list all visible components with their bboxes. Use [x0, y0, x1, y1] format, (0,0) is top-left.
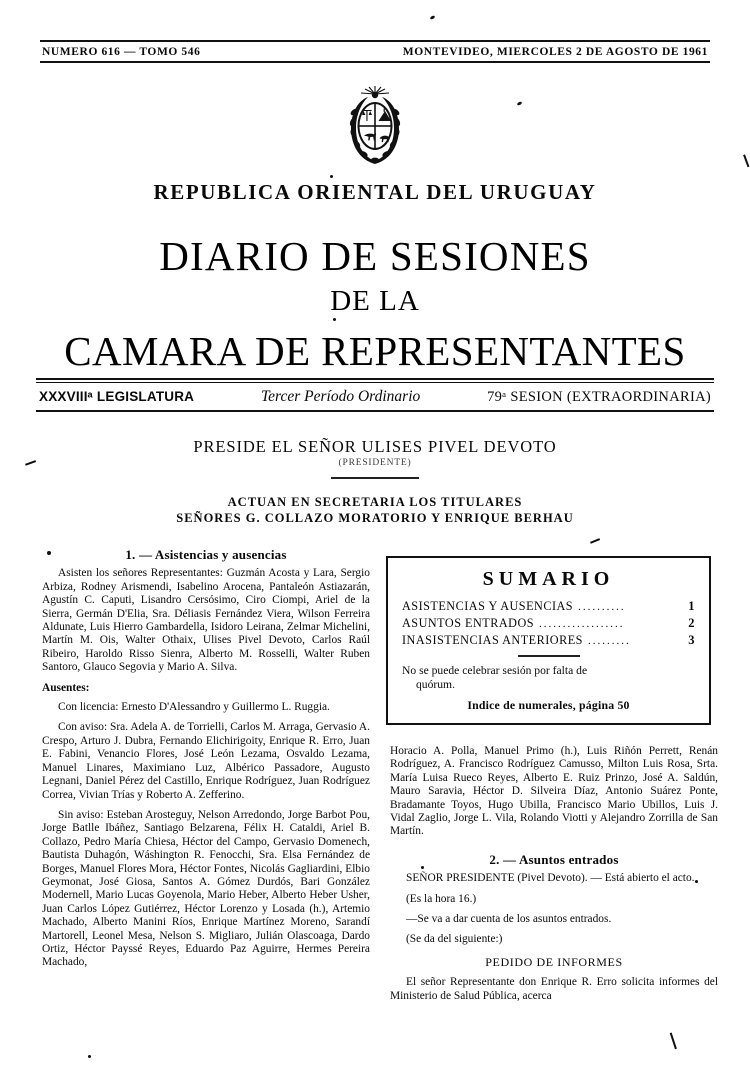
scan-speck	[330, 175, 333, 178]
summary-row-page: 1	[688, 599, 695, 613]
reading-note-paragraph: (Se da del siguiente:)	[406, 933, 503, 946]
president-opening-paragraph: SEÑOR PRESIDENTE (Pivel Devoto). — Está abierto el acto.	[406, 872, 695, 885]
summary-row-leader: .........	[587, 636, 631, 647]
time-note-paragraph: (Es la hora 16.)	[406, 892, 477, 905]
summary-row-label: ASUNTOS ENTRADOS	[402, 616, 535, 630]
masthead	[40, 40, 710, 63]
summary-note-line1: No se puede celebrar sesión por falta de	[402, 664, 588, 677]
summary-row-label: ASISTENCIAS Y AUSENCIAS	[402, 599, 574, 613]
scan-mark	[670, 1032, 677, 1049]
scan-speck	[695, 880, 698, 883]
masthead-rule-bottom	[40, 61, 710, 63]
summary-row	[402, 633, 695, 648]
summary-row	[402, 599, 695, 614]
summary-row-label: INASISTENCIAS ANTERIORES	[402, 633, 583, 647]
unexcused-continuation: Horacio A. Polla, Manuel Primo (h.), Luis Riñón Perrett, Renán Rodríguez, A. Francisco Rodríguez Camusso, Milton Luis Rosa, Srta. María Luisa Rueco Reyes, Alberto E. Ruiz Prinzo, José A. Saldún, Mauro Saravia, Héctor D. Silveira Díaz, Antonio Suárez Ponte, Bradamante Toyos, Hugo Ubilla, Francisco Mario Ubillos, Luis J. Vidal Zaglio, Jorge L. Vila, Rolando Viotti y Alejandro Zorrilla de San Martín.	[390, 745, 718, 838]
masthead-row	[40, 42, 710, 61]
preside-divider	[331, 477, 419, 479]
band-rule-bottom	[36, 410, 714, 412]
section-1-heading: 1. — Asistencias y ausencias	[125, 547, 287, 562]
scan-speck	[88, 1055, 91, 1058]
summary-row-leader: ..................	[539, 619, 625, 630]
scan-mark	[590, 538, 600, 543]
unexcused-paragraph: Sin aviso: Esteban Arosteguy, Nelson Arredondo, Jorge Barbot Pou, Jorge Batlle Ibáñez, Santiago Belzarena, Félix H. Cataldi, Ariel B. Collazo, Pedro María Chiesa, Héctor del Campo, Gervasio Domenech, Bautista Duhagón, Wáshington R. Fenocchi, Sra. Elsa Fernández de Borges, Manuel Flores Mora, Héctor Fontes, Nicolás Gagliardini, Elbio Geymonat, José Giosa, Santos A. Gómez Durdós, Bari González Modernell, Mario Lucas Goyenola, Mario Heber, Alberto Heber Usher, Juan Carlos López Gutiérrez, Héctor Lorenzo y Losada (h.), Artemio Machado, Alberto Manini Ríos, Enrique Martínez Moreno, Sarandí Martorell, Leonel Mesa, Nelson S. Migliaro, Julián Olascoaga, Dardo Ortiz, Héctor Payssé Reyes, Eduardo Paz Aguirre, Hermes Pereira Machado,	[42, 808, 370, 969]
issue-number: NUMERO 616 — TOMO 546	[42, 46, 201, 58]
secretaries-heading: ACTUAN EN SECRETARIA LOS TITULARES	[227, 495, 523, 509]
left-column	[42, 548, 370, 977]
right-column	[390, 745, 718, 1010]
period-label: Tercer Período Ordinario	[260, 388, 421, 405]
agenda-announcement-paragraph: —Se va a dar cuenta de los asuntos entrados.	[406, 913, 612, 926]
scan-speck	[421, 866, 424, 869]
summary-footer: Indice de numerales, página 50	[467, 698, 630, 712]
on-leave-paragraph: Con licencia: Ernesto D'Alessandro y Guillermo L. Ruggia.	[58, 701, 330, 714]
summary-row	[402, 616, 695, 631]
secretaries-names: SEÑORES G. COLLAZO MORATORIO Y ENRIQUE BERHAU	[176, 511, 574, 525]
summary-row-leader: ..........	[578, 602, 626, 613]
attendees-paragraph: Asisten los señores Representantes: Guzmán Acosta y Lara, Sergio Arbiza, Rodney Arismendi, Isabelino Arocena, Pantaleón Astiazarán, Agustín C. Caputi, Lisandro Cersósimo, Ciro Ciompi, Ariel de la Sierra, Germán D'Elia, Sra. Déliasis Fernández Viera, Wilson Ferreira Aldunate, Luis Hierro Gambardella, Isidoro Leirana, Zelmar Michelini, Martín M. Ois, Walter Othaix, Ulises Pivel Devoto, Carlos Raúl Ribeiro, Haroldo Risso Sienra, Alberto M. Rosselli, Walter Ruben Santoro, Glauco Segovia y Mario A. Silva.	[42, 567, 370, 674]
publication-title-line1: DIARIO DE SESIONES	[159, 233, 591, 279]
band-row	[36, 383, 714, 410]
scan-speck	[333, 318, 336, 321]
summary-box	[386, 556, 711, 725]
summary-row-page: 3	[688, 633, 695, 647]
country-title: REPUBLICA ORIENTAL DEL URUGUAY	[153, 180, 597, 204]
summary-title: SUMARIO	[482, 568, 615, 590]
legislature-band	[36, 378, 714, 412]
uruguay-coat-of-arms-icon	[344, 86, 406, 175]
summary-row-page: 2	[688, 616, 695, 630]
summary-divider	[518, 655, 580, 657]
presiding-officer-role: (PRESIDENTE)	[338, 458, 412, 468]
section-2-heading: 2. — Asuntos entrados	[489, 851, 619, 867]
excused-paragraph: Con aviso: Sra. Adela A. de Torrielli, Carlos M. Arraga, Gervasio A. Crespo, Arturo J. Dubra, Fernando Elichirigoity, Enrique R. Erro, Juan E. Fabini, Venancio Flores, José León Lezama, Osvaldo Lezama, Manuel Linares, Maximiano Luz, Albérico Passadore, Augusto Legnani, Daniel Pérez del Castillo, Enrique Rodríguez, Juan Rodríguez Correa, Vivian Trías y Roberto A. Zefferino.	[42, 721, 370, 801]
session-label: 79ᵃ SESION (EXTRAORDINARIA)	[487, 389, 711, 405]
crest-container	[0, 86, 750, 175]
place-and-date: MONTEVIDEO, MIERCOLES 2 DE AGOSTO DE 1961	[402, 46, 708, 58]
summary-note	[402, 664, 695, 692]
publication-title-line3: CAMARA DE REPRESENTANTES	[64, 328, 686, 374]
information-request-paragraph: El señor Representante don Enrique R. Erro solicita informes del Ministerio de Salud Pública, acerca	[390, 976, 718, 1002]
publication-title-line2: DE LA	[330, 285, 420, 317]
scan-speck	[430, 15, 436, 20]
absent-label: Ausentes:	[42, 681, 90, 694]
scan-speck	[47, 551, 51, 555]
information-request-heading: PEDIDO DE INFORMES	[485, 954, 623, 969]
legislature-label: XXXVIIIᵃ LEGISLATURA	[39, 389, 195, 404]
summary-note-line2: quórum.	[416, 678, 455, 691]
presiding-officer: PRESIDE EL SEÑOR ULISES PIVEL DEVOTO	[193, 437, 557, 456]
